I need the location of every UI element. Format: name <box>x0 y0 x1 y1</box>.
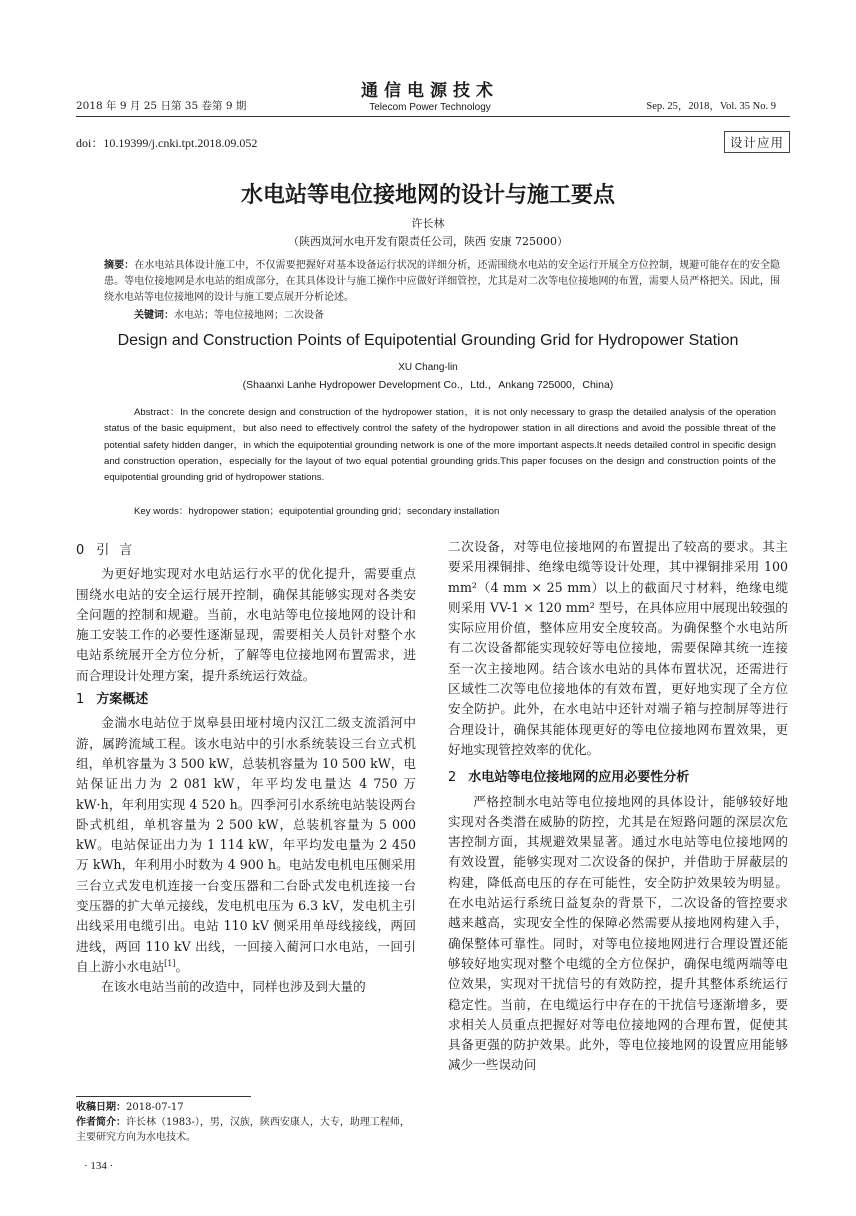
paragraph-text: 金湍水电站位于岚皋县田垭村境内汉江二级支流滔河中游，属跨流域工程。该水电站中的引水系统装设三台立式机组，单机容量为 3 500 kW，总装机容量为 10 500 kW，电站保证出力为 2 081 kW，年平均发电量达 4 750 万 kW·h，年利用实现 4 520 h。四季河引水系统电站装设两台卧式机组，单机容量为 2 500 kW，总装机容量为 5 000 kW。电站保证出力为 1 114 kW，年平均发电量为 2 450 万 kWh，年利用小时数为 4 900 h。电站发电机电压侧采用三台立式发电机连接一台变压器和二台卧式发电机连接一台变压器的扩大单元接线，发电机电压为 6.3 kV，发电机主引出线采用电缆引出。电站 110 kV 侧采用单母线接线，两回进线，两回 110 kV 出线，一回接入蔺河口水电站，一回引自上游小水电站 <box>76 715 416 974</box>
paragraph: 二次设备，对等电位接地网的布置提出了较高的要求。其主要采用裸铜排、绝缘电缆等设计处理，其中裸铜排采用 100 mm²（4 mm × 25 mm）以上的截面尺寸材料，绝缘电缆则采用 VV-1 × 120 mm² 型号，在具体应用中展现出较强的实际应用价值，整体应用安全度较高。为确保整个水电站所有二次设备都能实现较好等电位接地，需要保障其统一连接至一次主接地网。结合该水电站的具体布置状况，还需进行区域性二次等电位接地体的有效布置，更好地实现了全方位安全防护。此外，在水电站中还针对端子箱与控制屏等进行合理设计，确保其能体现更好的等电位接地网布置效果，更好地实现管控效率的优化。 <box>448 539 788 757</box>
received-label: 收稿日期： <box>76 1102 126 1113</box>
footnote-divider <box>76 1096 251 1097</box>
affiliation-en: (Shaanxi Lanhe Hydropower Development Co.，Ltd.，Ankang 725000，China) <box>242 379 614 391</box>
journal-masthead <box>330 76 530 113</box>
section-title: 水电站等电位接地网的应用必要性分析 <box>468 770 690 786</box>
section-number: 1 <box>76 692 85 708</box>
abstract-en-text: Abstract：In the concrete design and construction of the hydropower station，it is not only necessary to grasp the detailed analysis of the operation status of the basic equipment，but also need to effectively control the safety of the hydropower station in all directions and avoid the possible threat of the potential safety hidden danger，in which the equipotential grounding network is one of the more important aspects.It needs detailed control in specific design and construction operation，especially for the layout of two equal potential grounding grids.This paper focuses on the design and construction points of the equipotential grounding grid of hydropower stations. <box>104 407 776 484</box>
abstract-cn <box>104 258 780 306</box>
paragraph <box>76 713 416 977</box>
journal-name-en: Telecom Power Technology <box>369 102 491 113</box>
page-number: · 134 · <box>84 1160 114 1172</box>
issue-date-en: Sep. 25，2018，Vol. 35 No. 9 <box>646 101 776 112</box>
keywords-en: Key words：hydropower station；equipotential grounding grid；secondary installation <box>134 506 500 517</box>
section-number: 0 <box>76 543 85 558</box>
author-bio-label: 作者简介： <box>76 1117 126 1128</box>
section-tag: 设计应用 <box>724 131 790 153</box>
section-title: 方案概述 <box>96 692 149 708</box>
paragraph-end: 。 <box>175 958 189 974</box>
keywords-cn-text: 水电站；等电位接地网；二次设备 <box>174 310 324 321</box>
body-column-left <box>76 537 416 998</box>
issue-date: 2018 年 9 月 25 日第 35 卷第 9 期 <box>76 100 247 112</box>
page-title: 水电站等电位接地网的设计与施工要点 <box>240 183 615 208</box>
paragraph: 严格控制水电站等电位接地网的具体设计，能够较好地实现对各类潜在威胁的防控，尤其是在短路问题的深层次危害控制方面，其规避效果显著。通过水电站等电位接地网的有效设置，能够实现对二次设备的保护，并借助于屏蔽层的构建，降低高电压的存在可能性，安全防护效果较为明显。在水电站运行系统日益复杂的背景下，二次设备的管控要求越来越高，实现安全性的保障必然需要从接地网构建入手，确保整体可靠性。同时，对等电位接地网进行合理设置还能够较好地实现对整个电缆的全方位保护，确保电缆两端等电位效果，实现对干扰信号的有效防控，提升其整体系统运行稳定性。当前，在电缆运行中存在的干扰信号逐渐增多，要求相关人员重点把握好对等电位接地网的合理布置，促使其具备更强的防护效果。此外，等电位接地网的设置应用能够减少一些误动问 <box>448 793 788 1073</box>
abstract-en <box>104 405 776 486</box>
section-title: 引言 <box>96 543 143 558</box>
reference-marker[interactable]: [1] <box>164 958 176 968</box>
section-number: 2 <box>448 770 457 786</box>
abstract-cn-label: 摘要： <box>104 260 135 271</box>
section-heading-2 <box>448 768 788 788</box>
title-en: Design and Construction Points of Equipotential Grounding Grid for Hydropower Station <box>117 332 739 349</box>
keywords-cn-label: 关键词： <box>134 310 174 321</box>
author-bio-text: 许长林（1983-），男，汉族，陕西安康人，大专，助理工程师，主要研究方向为水电技术。 <box>76 1117 410 1143</box>
author-en: XU Chang-lin <box>398 362 458 373</box>
author-bio <box>76 1115 416 1145</box>
footnote <box>76 1100 416 1145</box>
received-date <box>76 1100 416 1115</box>
paragraph: 在该水电站当前的改造中，同样也涉及到大量的 <box>101 979 366 995</box>
keywords-cn <box>134 306 324 321</box>
affiliation-cn: （陕西岚河水电开发有限责任公司，陕西 安康 725000） <box>288 235 568 248</box>
body-column-right <box>448 537 788 1076</box>
section-heading-0 <box>76 541 416 561</box>
abstract-cn-text: 在水电站具体设计施工中，不仅需要把握好对基本设备运行状况的详细分析，还需围绕水电站的安全运行开展全方位控制，规避可能存在的安全隐患。等电位接地网是水电站的组成部分，在其具体设计与施工操作中应做好详细管控，尤其是对二次等电位接地网的布置，需要人员严格把关。因此，围绕水电站等电位接地网的设计与施工要点展开分析论述。 <box>104 260 781 303</box>
author-cn: 许长林 <box>411 217 445 230</box>
paragraph: 为更好地实现对水电站运行水平的优化提升，需要重点围绕水电站的安全运行展开控制，确保其能够实现对各类安全问题的控制和规避。当前，水电站等电位接地网的设计和施工安装工作的必要性逐渐显现，需要相关人员针对整个水电站系统展开全方位分析，了解等电位接地网布置需求，进而合理设计处理方案，提升系统运行效益。 <box>76 566 416 683</box>
received-value: 2018-07-17 <box>126 1102 184 1113</box>
journal-name-cn: 通信电源技术 <box>361 81 499 101</box>
doi: doi：10.19399/j.cnki.tpt.2018.09.052 <box>76 136 258 150</box>
section-heading-1 <box>76 690 416 710</box>
header-divider <box>76 116 790 117</box>
